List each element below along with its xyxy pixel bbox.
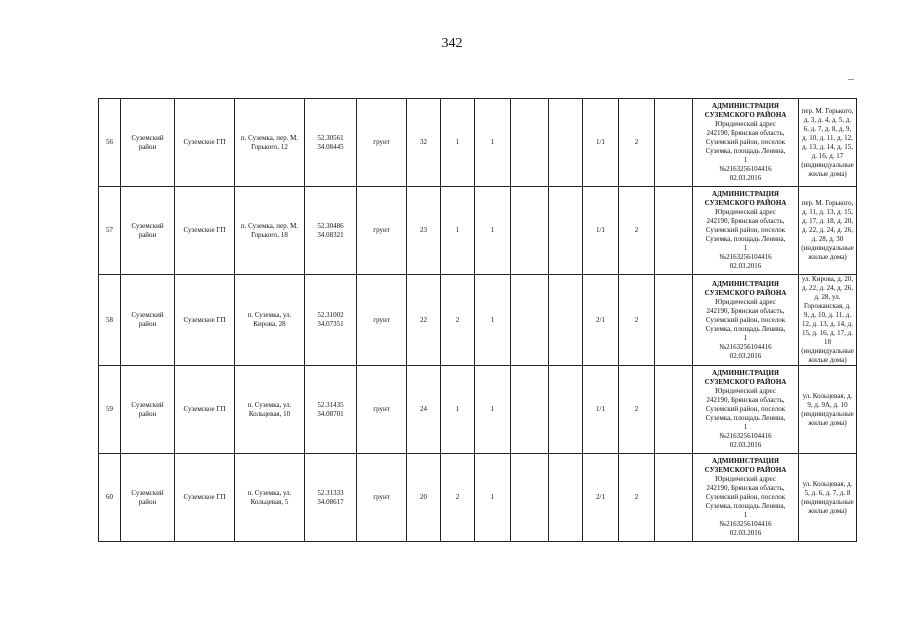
page-number: 342 <box>441 36 463 51</box>
settlement-cell: Суземское ГП <box>175 187 235 275</box>
owner-cell: АДМИНИСТРАЦИЯ СУЗЕМСКОГО РАЙОНА Юридический адрес 242190, Брянская область, Суземский район, поселок Суземка, площадь Ленина, 1 №2163256104416 02.03.2016 <box>693 454 799 542</box>
empty-cell <box>655 99 693 187</box>
owner-cell: АДМИНИСТРАЦИЯ СУЗЕМСКОГО РАЙОНА Юридический адрес 242190, Брянская область, Суземский район, поселок Суземка, площадь Ленина, 1 №2163256104416 02.03.2016 <box>693 275 799 366</box>
owner-line: 1 <box>743 423 748 431</box>
count-cell: 1 <box>475 454 511 542</box>
count-cell: 1 <box>475 275 511 366</box>
area-cell: 24 <box>407 366 441 454</box>
owner-line: 02.03.2016 <box>729 441 762 449</box>
coordinates-cell: 52.31002 34.07351 <box>305 275 357 366</box>
owner-cell: АДМИНИСТРАЦИЯ СУЗЕМСКОГО РАЙОНА Юридический адрес 242190, Брянская область, Суземский район, поселок Суземка, площадь Ленина, 1 №2163256104416 02.03.2016 <box>693 366 799 454</box>
volume-cell: 2 <box>619 275 655 366</box>
owner-line: №2163256104416 <box>719 342 772 351</box>
empty-cell <box>549 275 583 366</box>
area-cell: 22 <box>407 275 441 366</box>
empty-cell <box>511 366 549 454</box>
owner-line: 1 <box>743 244 748 252</box>
address-cell: п. Суземка, пер. М. Горького, 12 <box>235 99 305 187</box>
owner-line: 1 <box>743 511 748 519</box>
owner-line: Юридический адрес <box>715 475 776 483</box>
waste-sources-cell: пер. М. Горького, д. 3, д. 4, д. 5, д. 6, д. 7, д. 8, д. 9, д. 10, д. 11, д. 12, д. 13, д. 14, д. 15, д. 16, д. 17 (индивидуальные жилые дома) <box>799 99 857 187</box>
settlement-cell: Суземское ГП <box>175 454 235 542</box>
table-row <box>99 99 857 187</box>
count-cell: 1 <box>475 99 511 187</box>
address-cell: п. Суземка, пер. М. Горького, 18 <box>235 187 305 275</box>
empty-cell <box>511 454 549 542</box>
count-cell: 1 <box>441 187 475 275</box>
owner-line: 02.03.2016 <box>729 529 762 537</box>
table-row <box>99 454 857 542</box>
count-cell: 1 <box>475 187 511 275</box>
volume-cell: 2 <box>619 454 655 542</box>
surface-cell: грунт <box>357 99 407 187</box>
settlement-cell: Суземское ГП <box>175 99 235 187</box>
owner-cell: АДМИНИСТРАЦИЯ СУЗЕМСКОГО РАЙОНА Юридический адрес 242190, Брянская область, Суземский район, поселок Суземка, площадь Ленина, 1 №2163256104416 02.03.2016 <box>693 99 799 187</box>
owner-line: Юридический адрес <box>715 387 776 395</box>
owner-line: Суземка, площадь Ленина, <box>705 147 786 155</box>
coordinates-cell: 52.30561 34.08445 <box>305 99 357 187</box>
address-cell: п. Суземка, ул. Кирова, 28 <box>235 275 305 366</box>
surface-cell: грунт <box>357 454 407 542</box>
owner-line: 02.03.2016 <box>729 262 762 270</box>
count-cell: 2 <box>441 454 475 542</box>
waste-sources-cell: ул. Кирова, д. 20, д. 22, д. 24, д. 26, д. 28, ул. Горожанская, д. 9, д. 10, д. 11, д. 12, д. 13, д. 14, д. 15, д. 16, д. 17, д. 18 (индивидуальные жилые дома) <box>799 275 857 366</box>
empty-cell <box>511 275 549 366</box>
owner-line: Суземка, площадь Ленина, <box>705 414 786 422</box>
owner-line: 242190, Брянская область, <box>706 396 785 404</box>
owner-line: 242190, Брянская область, <box>706 129 785 137</box>
owner-line: 242190, Брянская область, <box>706 306 785 315</box>
owner-cell: АДМИНИСТРАЦИЯ СУЗЕМСКОГО РАЙОНА Юридический адрес 242190, Брянская область, Суземский район, поселок Суземка, площадь Ленина, 1 №2163256104416 02.03.2016 <box>693 187 799 275</box>
settlement-cell: Суземское ГП <box>175 275 235 366</box>
area-cell: 20 <box>407 454 441 542</box>
empty-cell <box>549 454 583 542</box>
owner-line: Юридический адрес <box>715 297 776 306</box>
empty-cell <box>549 187 583 275</box>
table-row <box>99 187 857 275</box>
waste-sources-cell: ул. Кольцевая, д. 5, д. 6, д. 7, д. 8 (индивидуальные жилые дома) <box>799 454 857 542</box>
table-row <box>99 366 857 454</box>
owner-line: Суземский район, поселок <box>705 138 786 146</box>
owner-line: 242190, Брянская область, <box>706 217 785 225</box>
table-row <box>99 275 857 366</box>
empty-cell <box>655 275 693 366</box>
owner-line: 1 <box>743 333 748 342</box>
coordinates-cell: 52.30486 34.08321 <box>305 187 357 275</box>
surface-cell: грунт <box>357 366 407 454</box>
owner-line: Суземский район, поселок <box>705 315 786 324</box>
owner-line: Юридический адрес <box>715 208 776 216</box>
row-number: 56 <box>99 99 121 187</box>
owner-line: №2163256104416 <box>719 165 772 173</box>
empty-cell <box>655 187 693 275</box>
volume-cell: 2 <box>619 187 655 275</box>
count-cell: 1 <box>475 366 511 454</box>
waste-sources-cell: ул. Кольцевая, д. 9, д. 9А, д. 10 (индивидуальные жилые дома) <box>799 366 857 454</box>
empty-cell <box>511 187 549 275</box>
volume-cell: 2 <box>619 366 655 454</box>
district-cell: Суземский район <box>121 187 175 275</box>
settlement-cell: Суземское ГП <box>175 366 235 454</box>
owner-line: 242190, Брянская область, <box>706 484 785 492</box>
district-cell: Суземский район <box>121 366 175 454</box>
owner-line: 1 <box>743 156 748 164</box>
empty-cell <box>655 366 693 454</box>
margin-mark <box>848 79 854 80</box>
district-cell: Суземский район <box>121 275 175 366</box>
row-number: 59 <box>99 366 121 454</box>
waste-sources-cell: пер. М. Горького, д. 11, д. 13, д. 15, д. 17, д. 18, д. 20, д. 22, д. 24, д. 26, д. 28, д. 30 (индивидуальные жилые дома) <box>799 187 857 275</box>
surface-cell: грунт <box>357 187 407 275</box>
coordinates-cell: 52.31333 34.08617 <box>305 454 357 542</box>
count-cell: 1 <box>441 99 475 187</box>
row-number: 57 <box>99 187 121 275</box>
ratio-cell: 2/1 <box>583 454 619 542</box>
count-cell: 1 <box>441 366 475 454</box>
empty-cell <box>511 99 549 187</box>
surface-cell: грунт <box>357 275 407 366</box>
district-cell: Суземский район <box>121 454 175 542</box>
owner-line: 02.03.2016 <box>729 351 762 360</box>
owner-line: Суземский район, поселок <box>705 405 786 413</box>
row-number: 60 <box>99 454 121 542</box>
address-cell: п. Суземка, ул. Кольцевая, 5 <box>235 454 305 542</box>
district-cell: Суземский район <box>121 99 175 187</box>
owner-line: №2163256104416 <box>719 520 772 528</box>
area-cell: 32 <box>407 99 441 187</box>
owner-line: Суземка, площадь Ленина, <box>705 235 786 243</box>
empty-cell <box>655 454 693 542</box>
empty-cell <box>549 366 583 454</box>
empty-cell <box>549 99 583 187</box>
ratio-cell: 1/1 <box>583 187 619 275</box>
ratio-cell: 1/1 <box>583 366 619 454</box>
owner-line: Суземка, площадь Ленина, <box>705 324 786 333</box>
address-cell: п. Суземка, ул. Кольцевая, 10 <box>235 366 305 454</box>
owner-line: 02.03.2016 <box>729 174 762 182</box>
coordinates-cell: 52.31435 34.08701 <box>305 366 357 454</box>
owner-line: №2163256104416 <box>719 253 772 261</box>
row-number: 58 <box>99 275 121 366</box>
owner-line: Суземский район, поселок <box>705 493 786 501</box>
area-cell: 23 <box>407 187 441 275</box>
volume-cell: 2 <box>619 99 655 187</box>
ratio-cell: 2/1 <box>583 275 619 366</box>
ratio-cell: 1/1 <box>583 99 619 187</box>
owner-line: №2163256104416 <box>719 432 772 440</box>
container-sites-table <box>98 98 857 542</box>
count-cell: 2 <box>441 275 475 366</box>
owner-line: Юридический адрес <box>715 120 776 128</box>
owner-line: Суземский район, поселок <box>705 226 786 234</box>
owner-line: Суземка, площадь Ленина, <box>705 502 786 510</box>
